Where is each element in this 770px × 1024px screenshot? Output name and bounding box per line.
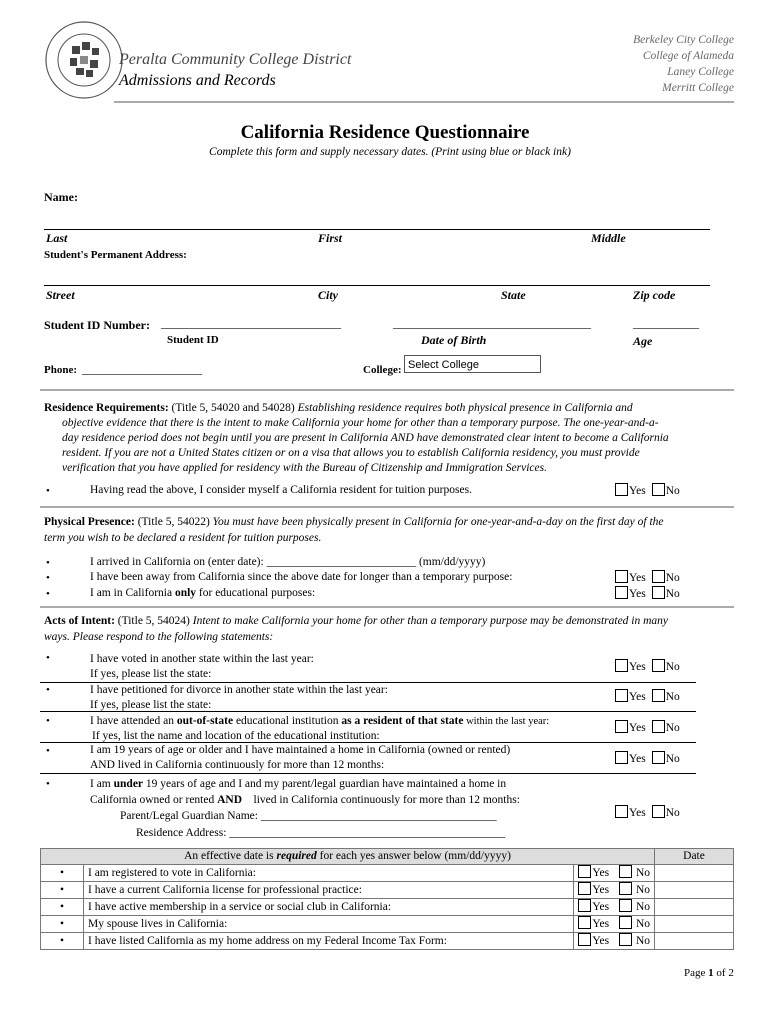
out-of-state-yes-no	[615, 720, 680, 734]
educational-yes-no	[615, 586, 680, 600]
section-rule-3	[40, 606, 734, 608]
row-rule	[40, 773, 696, 774]
yes-checkbox[interactable]	[615, 586, 628, 599]
residence-statement: Having read the above, I consider myself a California resident for tuition purposes.	[90, 484, 472, 496]
college-merritt: Merritt College	[662, 82, 734, 94]
age-field[interactable]: ___________	[633, 316, 699, 330]
college-laney: Laney College	[667, 66, 734, 78]
college-alameda: College of Alameda	[642, 50, 734, 62]
date-cell[interactable]	[655, 933, 734, 950]
dob-field[interactable]: _________________________________	[393, 316, 591, 330]
acts-paragraph	[44, 613, 736, 645]
no-checkbox[interactable]	[619, 916, 632, 929]
no-checkbox[interactable]	[619, 933, 632, 946]
no-checkbox[interactable]	[652, 483, 665, 496]
bullet: •	[46, 572, 50, 584]
date-cell[interactable]	[655, 882, 734, 899]
no-checkbox[interactable]	[652, 570, 665, 583]
yes-label: Yes	[629, 661, 646, 673]
voted-item: I have voted in another state within the last year: If yes, please list the state:	[90, 653, 314, 680]
section-rule-1	[40, 389, 734, 391]
age-caption: Age	[633, 334, 653, 348]
guardian-name-field[interactable]: Parent/Legal Guardian Name: _________________________________________	[120, 810, 497, 822]
yes-checkbox[interactable]	[615, 720, 628, 733]
yes-checkbox[interactable]	[578, 899, 591, 912]
physical-paragraph	[44, 514, 736, 546]
office-name: Admissions and Records	[119, 72, 276, 89]
spouse-row: My spouse lives in California:	[84, 916, 574, 933]
yes-checkbox[interactable]	[615, 751, 628, 764]
section-rule-2	[40, 506, 734, 508]
college-berkeley: Berkeley City College	[633, 34, 734, 46]
bullet: •	[46, 557, 50, 569]
address-line[interactable]	[44, 285, 710, 286]
last-label: Last	[46, 231, 68, 245]
student-id-caption: Student ID	[167, 334, 219, 346]
table-row: • I am registered to vote in California: Yes No	[41, 865, 734, 882]
residence-line-1: Establishing residence requires both physical presence in California and	[297, 402, 633, 414]
address-label: Student's Permanent Address:	[44, 249, 187, 261]
table-row: • I have active membership in a service or social club in California: Yes No	[41, 899, 734, 916]
form-subtitle: Complete this form and supply necessary dates. (Print using blue or black ink)	[209, 146, 571, 158]
registered-vote-row: I am registered to vote in California:	[84, 865, 574, 882]
phone-label: Phone:	[44, 364, 77, 376]
no-checkbox[interactable]	[652, 659, 665, 672]
bullet: •	[46, 652, 50, 664]
bullet: •	[46, 745, 50, 757]
college-select-value: Select College	[408, 359, 479, 371]
away-yes-no	[615, 570, 680, 584]
row-rule	[40, 711, 696, 712]
yes-label: Yes	[629, 753, 646, 765]
college-select[interactable]	[404, 355, 541, 373]
residence-address-field[interactable]: Residence Address: ________________________________________________	[136, 827, 506, 839]
residence-heading: Residence Requirements:	[44, 402, 169, 414]
bullet: •	[46, 684, 50, 696]
effective-date-table	[40, 848, 734, 950]
table-row: • I have listed California as my home address on my Federal Income Tax Form: Yes No	[41, 933, 734, 950]
no-checkbox[interactable]	[619, 865, 632, 878]
state-label: State	[501, 288, 526, 302]
header-rule	[114, 101, 734, 103]
physical-citation: (Title 5, 54022)	[137, 516, 210, 528]
no-label: No	[665, 807, 680, 819]
yes-checkbox[interactable]	[615, 659, 628, 672]
name-line[interactable]	[44, 229, 710, 230]
zip-label: Zip code	[633, 288, 676, 302]
voted-yes-no	[615, 659, 680, 673]
district-seal	[44, 20, 124, 100]
dob-caption: Date of Birth	[421, 333, 487, 347]
yes-label: Yes	[629, 807, 646, 819]
no-checkbox[interactable]	[619, 899, 632, 912]
yes-checkbox[interactable]	[578, 933, 591, 946]
yes-checkbox[interactable]	[578, 865, 591, 878]
district-name: Peralta Community College District	[119, 51, 352, 68]
over-19-yes-no	[615, 751, 680, 765]
student-id-label: Student ID Number:	[44, 318, 151, 332]
no-label: No	[665, 691, 680, 703]
acts-heading: Acts of Intent:	[44, 615, 115, 627]
yes-label: Yes	[629, 588, 646, 600]
date-column-header: Date	[655, 849, 734, 865]
yes-checkbox[interactable]	[615, 483, 628, 496]
yes-checkbox[interactable]	[578, 882, 591, 895]
no-label: No	[665, 753, 680, 765]
middle-label: Middle	[591, 231, 626, 245]
effective-header-row	[41, 849, 734, 865]
divorce-item: I have petitioned for divorce in another state within the last year: If yes, please list the state:	[90, 684, 388, 711]
residence-yes-no	[615, 483, 680, 497]
physical-line-1: You must have been physically present in California for one-year-and-a-day on the first day of the	[212, 516, 664, 528]
acts-line-2: ways. Please respond to the following statements:	[44, 631, 274, 643]
no-checkbox[interactable]	[619, 882, 632, 895]
date-cell[interactable]	[655, 865, 734, 882]
page-number: Page 1 of 2	[684, 967, 734, 979]
yes-label: Yes	[629, 722, 646, 734]
yes-label: Yes	[629, 572, 646, 584]
yes-label: Yes	[629, 691, 646, 703]
bullet: •	[46, 588, 50, 600]
out-of-state-item: I have attended an out-of-state educational institution as a resident of that state within the last year: If yes, list the name and location of the educational institution:	[90, 715, 550, 742]
physical-heading: Physical Presence:	[44, 516, 135, 528]
bullet: •	[46, 715, 50, 727]
no-checkbox[interactable]	[652, 586, 665, 599]
date-cell[interactable]	[655, 899, 734, 916]
no-label: No	[665, 661, 680, 673]
no-label: No	[665, 485, 680, 497]
no-checkbox[interactable]	[652, 720, 665, 733]
name-label: Name:	[44, 190, 78, 204]
arrival-date-item[interactable]: I arrived in California on (enter date): __________________________ (mm/dd/yyyy)	[90, 556, 486, 568]
yes-label: Yes	[629, 485, 646, 497]
effective-header: An effective date is required for each yes answer below (mm/dd/yyyy)	[41, 849, 655, 865]
residence-citation: (Title 5, 54020 and 54028)	[171, 402, 295, 414]
no-checkbox[interactable]	[652, 689, 665, 702]
under-19-item: I am under 19 years of age and I and my parent/legal guardian have maintained a home in California owned or rented AND lived in California continuously for more than 12 months: Parent/Legal Guardian Name: _________________________________________	[90, 778, 520, 822]
residence-line-4: resident. If you are not a United States citizen or on a visa that allows you to establish California residency, you must provide	[62, 447, 640, 459]
phone-field[interactable]: ____________________	[82, 362, 202, 376]
first-label: First	[318, 231, 343, 245]
yes-checkbox[interactable]	[615, 805, 628, 818]
table-row: • I have a current California license for professional practice: Yes No	[41, 882, 734, 899]
form-title: California Residence Questionnaire	[240, 122, 530, 143]
student-id-field[interactable]: ______________________________	[161, 316, 341, 330]
membership-row: I have active membership in a service or social club in California:	[84, 899, 574, 916]
tax-form-row: I have listed California as my home address on my Federal Income Tax Form:	[84, 933, 574, 950]
license-row: I have a current California license for professional practice:	[84, 882, 574, 899]
no-label: No	[665, 588, 680, 600]
college-list	[633, 32, 734, 96]
residence-line-2: objective evidence that there is the intent to make California your home for other than a temporary purpose. The one-year-and-a-	[62, 417, 659, 429]
yes-checkbox[interactable]	[578, 916, 591, 929]
over-19-item: I am 19 years of age or older and I have maintained a home in California (owned or rented) AND lived in California continuously for more than 12 months:	[90, 744, 511, 771]
residence-line-5: verification that you have applied for residency with the Bureau of Citizenship and Immigration Services.	[62, 462, 547, 474]
acts-citation: (Title 5, 54024)	[117, 615, 190, 627]
yes-checkbox[interactable]	[615, 570, 628, 583]
date-cell[interactable]	[655, 916, 734, 933]
divorce-yes-no	[615, 689, 680, 703]
physical-line-2: term you wish to be declared a resident for tuition purposes.	[44, 532, 322, 544]
city-label: City	[318, 288, 338, 302]
no-checkbox[interactable]	[652, 751, 665, 764]
no-checkbox[interactable]	[652, 805, 665, 818]
no-label: No	[665, 572, 680, 584]
yes-checkbox[interactable]	[615, 689, 628, 702]
residence-paragraph	[44, 401, 734, 476]
street-label: Street	[46, 288, 75, 302]
residence-line-3: day residence period does not begin until you are present in California AND have demonstrated clear intent to become a California	[62, 432, 669, 444]
no-label: No	[665, 722, 680, 734]
under-19-yes-no	[615, 805, 680, 819]
college-label: College:	[363, 364, 402, 376]
acts-line-1: Intent to make California your home for other than a temporary purpose may be demonstrated in many	[192, 615, 669, 627]
bullet: •	[46, 778, 50, 790]
educational-item: I am in California only for educational purposes:	[90, 587, 316, 599]
bullet: •	[46, 485, 50, 497]
away-item: I have been away from California since the above date for longer than a temporary purpose:	[90, 571, 513, 583]
table-row: • My spouse lives in California: Yes No	[41, 916, 734, 933]
